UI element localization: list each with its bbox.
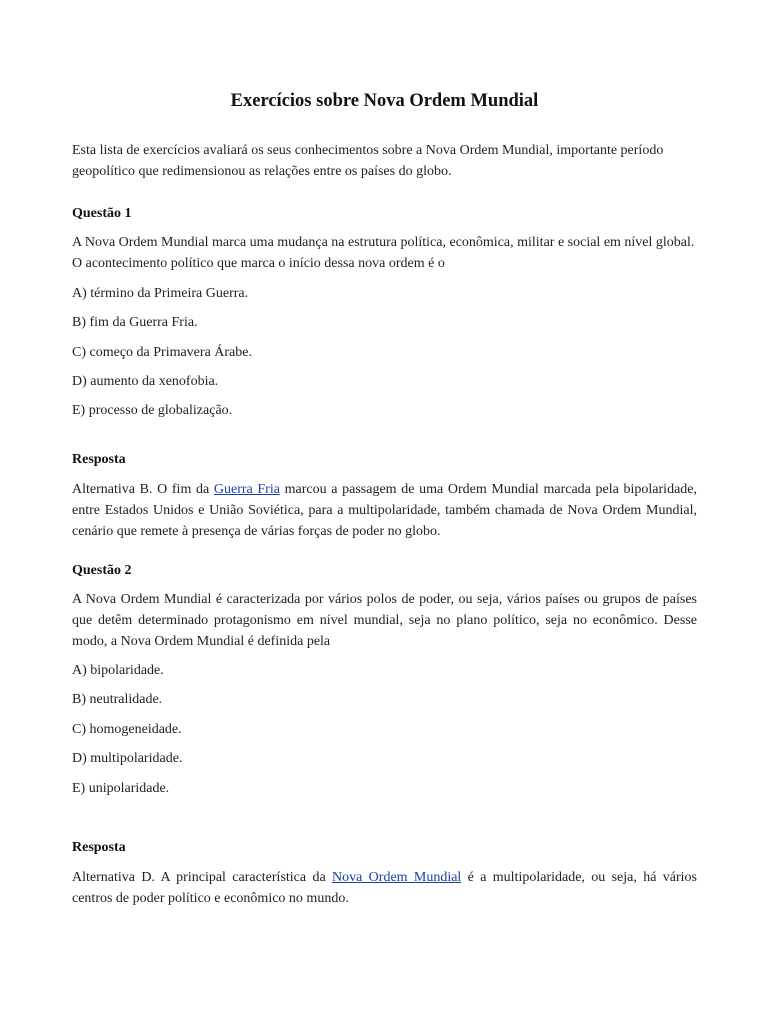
question-1-option-c: C) começo da Primavera Árabe. — [72, 345, 252, 360]
answer-1-text-end: marcou a passagem de uma Ordem Mundial marcada pela bipolaridade, entre Estados Unidos e União Soviética, para a multipolaridade, também chamada de Nova Ordem Mundial, cenário que remete à presença de várias forças de poder no globo. — [72, 482, 697, 539]
answer-1-text — [72, 479, 697, 542]
question-1-option-b: B) fim da Guerra Fria. — [72, 315, 198, 330]
question-2-heading: Questão 2 — [72, 563, 132, 578]
answer-2-heading: Resposta — [72, 840, 126, 855]
answer-2-text-start: Alternativa D. A principal característica da — [72, 870, 332, 885]
question-1-option-e: E) processo de globalização. — [72, 403, 233, 418]
question-2-option-e: E) unipolaridade. — [72, 781, 170, 796]
page-title: Exercícios sobre Nova Ordem Mundial — [230, 91, 539, 111]
question-2-option-d: D) multipolaridade. — [72, 751, 183, 766]
question-1-heading: Questão 1 — [72, 206, 132, 221]
question-2-option-a: A) bipolaridade. — [72, 663, 164, 678]
question-2-option-c: C) homogeneidade. — [72, 722, 182, 737]
answer-2-text — [72, 867, 697, 909]
answer-1-heading: Resposta — [72, 452, 126, 467]
question-2-text: A Nova Ordem Mundial é caracterizada por vários polos de poder, ou seja, vários países ou grupos de países que detêm determinado protagonismo em nível mundial, seja no plano político, seja no econômico. Desse modo, a Nova Ordem Mundial é definida pela — [72, 592, 697, 649]
intro-paragraph: Esta lista de exercícios avaliará os seus conhecimentos sobre a Nova Ordem Mundial, importante período geopolítico que redimensionou as relações entre os países do globo. — [72, 143, 664, 179]
guerra-fria-link[interactable]: Guerra Fria — [213, 482, 280, 497]
answer-1-text-start: Alternativa B. O fim da — [72, 482, 214, 497]
document-page — [72, 0, 697, 1024]
question-1-text: A Nova Ordem Mundial marca uma mudança na estrutura política, econômica, militar e social em nível global. O acontecimento político que marca o início dessa nova ordem é o — [72, 235, 695, 271]
nova-ordem-mundial-link[interactable]: Nova Ordem Mundial — [332, 870, 462, 885]
question-1-option-a: A) término da Primeira Guerra. — [72, 286, 249, 301]
question-1-option-d: D) aumento da xenofobia. — [72, 374, 219, 389]
question-2-option-b: B) neutralidade. — [72, 692, 163, 707]
answer-2-text-end: é a multipolaridade, ou seja, há vários centros de poder político e econômico no mundo. — [72, 870, 697, 906]
